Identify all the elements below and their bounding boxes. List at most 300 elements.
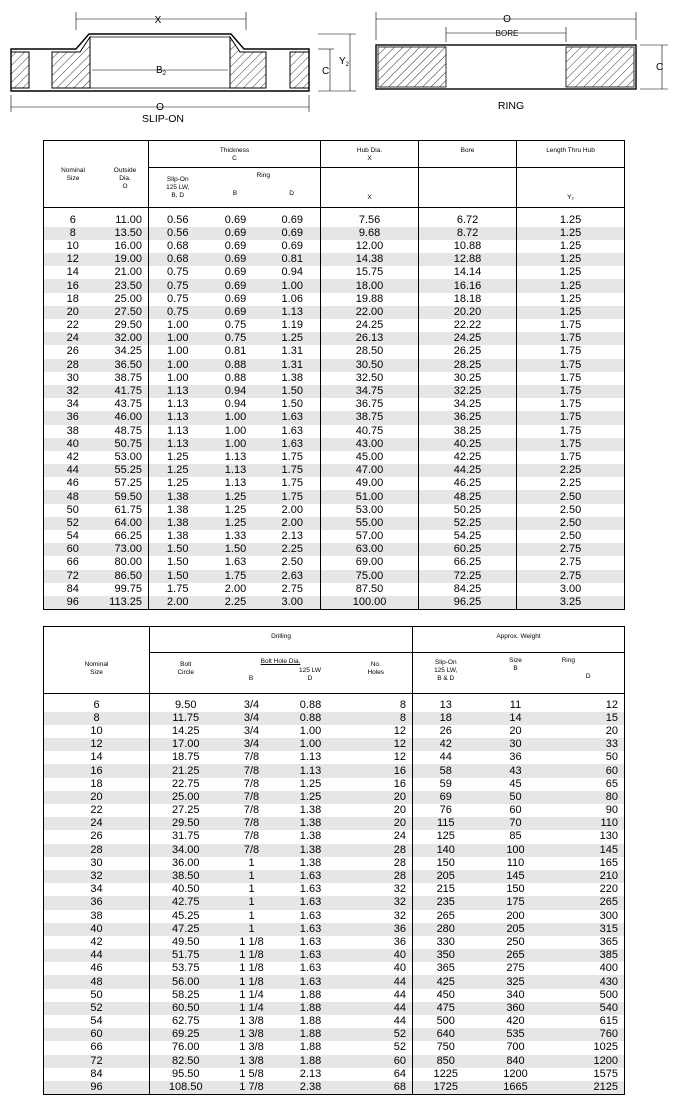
- outside-dia-cell: 21.00: [114, 266, 142, 279]
- no-holes-cell: 24: [393, 830, 406, 843]
- hub-dia-cell: 47.00: [321, 464, 419, 477]
- ring-weight-b-cell: 840: [479, 1055, 553, 1068]
- length-thru-hub-cell: 1.75: [517, 398, 625, 411]
- table-row: [44, 543, 625, 556]
- bolt-hole-b-cell: 1: [222, 896, 282, 909]
- ring-weight-d-cell: 300: [599, 909, 618, 922]
- bolt-hole-d-cell: 1.13: [282, 764, 340, 777]
- ring-thickness-b-cell: 0.94: [224, 398, 247, 411]
- bolt-hole-d-cell: 1.88: [299, 1015, 322, 1028]
- ring-thickness-b-cell: 1.63: [224, 556, 247, 569]
- bolt-hole-d-cell: 1.13: [299, 751, 322, 764]
- ring-weight-b-cell: 205: [479, 923, 553, 936]
- bolt-hole-b-cell: 1 1/8: [222, 975, 282, 988]
- bolt-hole-b-cell: 1 3/8: [222, 1055, 282, 1068]
- bore-cell: 24.25: [419, 332, 517, 345]
- bolt-hole-b-cell: 7/8: [243, 777, 260, 790]
- ring-weight-d-cell: 385: [553, 949, 625, 962]
- slip-on-weight-cell: 330: [413, 936, 479, 949]
- nominal-size-cell: 6: [69, 213, 76, 226]
- bolt-circle-cell: 27.25: [150, 804, 222, 817]
- ring-weight-b-cell: 30: [479, 738, 553, 751]
- table-row: [44, 1081, 625, 1095]
- bolt-circle-cell: 58.25: [150, 989, 222, 1002]
- nominal-size-cell: 26: [66, 345, 79, 358]
- length-thru-hub-cell: 1.25: [517, 214, 625, 227]
- hub-dia-cell: 75.00: [321, 570, 419, 583]
- outside-dia-cell: 13.50: [102, 227, 149, 240]
- bore-cell: 26.25: [419, 345, 517, 358]
- hub-dia-cell: 30.50: [321, 359, 419, 372]
- length-thru-hub-cell: 1.75: [517, 385, 625, 398]
- ring-d-weight-header: Ring D: [561, 657, 591, 680]
- no-holes-cell: 32: [340, 896, 413, 909]
- nominal-size-cell: 50: [66, 503, 79, 516]
- outside-dia-cell: 29.50: [114, 319, 142, 332]
- slip-on-thickness-cell: 0.68: [149, 253, 207, 266]
- hub-x-header: X: [321, 168, 419, 207]
- nominal-size-cell: 46: [66, 477, 79, 490]
- bolt-circle-cell: 82.50: [150, 1055, 222, 1068]
- slip-on-weight-cell: 115: [413, 817, 479, 830]
- nominal-size-cell: 40: [44, 923, 150, 936]
- nominal-size-cell: 42: [90, 935, 103, 948]
- ring-weight-d-cell: 90: [605, 804, 618, 817]
- outside-dia-cell: 38.75: [114, 371, 142, 384]
- bore-cell: 18.18: [419, 293, 517, 306]
- bolt-hole-b-cell: 1 1/4: [239, 988, 264, 1001]
- table-row: [44, 910, 625, 923]
- no-holes-cell: 12: [340, 738, 413, 751]
- bolt-hole-b-cell: 3/4: [222, 712, 282, 725]
- hub-dia-cell: 15.75: [321, 266, 419, 279]
- slip-on-c-label: C: [322, 66, 330, 77]
- drilling-weight-table: [43, 626, 625, 1095]
- slip-on-thickness-cell: 0.68: [149, 240, 207, 253]
- no-holes-cell: 8: [340, 712, 413, 725]
- bolt-circle-cell: 9.50: [150, 699, 222, 712]
- nominal-size-cell: 8: [44, 227, 102, 240]
- ring-weight-d-cell: 165: [599, 856, 618, 869]
- nominal-size-header-2: Nominal Size: [84, 661, 109, 676]
- approx-weight-header: Approx. Weight: [413, 627, 625, 653]
- ring-thickness-d-cell: 0.69: [281, 213, 303, 226]
- slip-on-weight-cell: 140: [413, 844, 479, 857]
- slip-on-thickness-cell: 1.13: [149, 425, 207, 438]
- slip-on-thickness-cell: 1.25: [149, 451, 207, 464]
- nominal-size-cell: 44: [44, 949, 150, 962]
- ring-weight-d-cell: 760: [553, 1028, 625, 1041]
- bolt-circle-cell: 62.75: [150, 1015, 222, 1028]
- bolt-hole-d-cell: 0.88: [299, 698, 322, 711]
- ring-b-header: B: [232, 190, 238, 197]
- ring-weight-d-cell: 400: [599, 962, 618, 975]
- outside-dia-cell: 57.25: [114, 477, 142, 490]
- nominal-size-cell: 16: [44, 764, 150, 777]
- ring-thickness-b-cell: 0.75: [207, 332, 265, 345]
- slip-on-weight-cell: 44: [413, 751, 479, 764]
- length-thru-hub-header: Length Thru Hub: [517, 141, 625, 168]
- ring-weight-d-cell: 265: [553, 896, 625, 909]
- outside-dia-cell: 11.00: [115, 213, 142, 226]
- table-row: [44, 923, 625, 936]
- no-holes-cell: 64: [393, 1067, 406, 1080]
- nominal-size-cell: 18: [90, 777, 103, 790]
- outside-dia-cell: 27.50: [102, 306, 149, 319]
- outside-dia-cell: 36.50: [102, 359, 149, 372]
- no-holes-cell: 32: [393, 883, 406, 896]
- outside-dia-cell: 59.50: [102, 490, 149, 503]
- ring-thickness-b-cell: 0.69: [224, 239, 247, 252]
- slip-on-weight-cell: 265: [413, 910, 479, 923]
- slip-on-thickness-cell: 1.38: [149, 490, 207, 503]
- bolt-hole-d-cell: 1.63: [282, 923, 340, 936]
- table-row: [44, 830, 625, 843]
- outside-dia-cell: 55.25: [102, 464, 149, 477]
- bore-cell: 10.88: [419, 240, 517, 253]
- outside-dia-cell: 34.25: [114, 345, 142, 358]
- bolt-hole-d-cell: 1.63: [282, 896, 340, 909]
- slip-on-weight-cell: 750: [413, 1041, 479, 1054]
- ring-weight-b-cell: 200: [506, 909, 525, 922]
- bolt-circle-cell: 29.50: [150, 817, 222, 830]
- ring-thickness-d-cell: 1.25: [265, 332, 321, 345]
- table-row: [44, 319, 625, 332]
- ring-thickness-b-cell: 0.81: [224, 345, 247, 358]
- outside-dia-cell: 25.00: [114, 292, 142, 305]
- bolt-hole-dia-header: Bolt Hole Dia. 125 LW B D: [222, 653, 340, 693]
- bolt-hole-b-cell: 1: [248, 909, 255, 922]
- length-thru-hub-cell: 2.50: [517, 504, 625, 517]
- ring-weight-d-cell: 15: [553, 712, 625, 725]
- outside-dia-cell: 113.25: [102, 596, 149, 610]
- bolt-hole-d-cell: 1.38: [282, 844, 340, 857]
- nominal-size-cell: 20: [44, 306, 102, 319]
- bolt-hole-d-cell: 1.38: [282, 817, 340, 830]
- ring-weight-b-cell: 250: [506, 935, 525, 948]
- nominal-size-cell: 36: [44, 411, 102, 424]
- table-row: [44, 751, 625, 764]
- table-row: [44, 583, 625, 596]
- bolt-hole-b-cell: 3/4: [243, 698, 260, 711]
- slip-on-thickness-cell: 1.00: [149, 319, 207, 332]
- ring-thickness-b-cell: 1.13: [207, 464, 265, 477]
- bolt-hole-d-cell: 1.00: [282, 738, 340, 751]
- nominal-size-cell: 6: [93, 698, 100, 711]
- outside-dia-cell: 16.00: [114, 239, 142, 252]
- ring-caption: RING: [497, 100, 525, 112]
- nominal-size-cell: 32: [44, 870, 150, 883]
- ring-weight-d-cell: 130: [599, 830, 618, 843]
- no-holes-cell: 28: [340, 844, 413, 857]
- bolt-circle-cell: 60.50: [150, 1002, 222, 1015]
- table-row: [44, 817, 625, 830]
- bore-cell: 38.25: [419, 425, 517, 438]
- no-holes-cell: 52: [393, 1041, 406, 1054]
- length-thru-hub-cell: 1.25: [517, 240, 625, 253]
- bore-cell: 28.25: [419, 359, 517, 372]
- no-holes-cell: 16: [340, 764, 413, 777]
- table-row: [44, 240, 625, 253]
- ring-weight-d-cell: 315: [553, 923, 625, 936]
- no-holes-cell: 8: [399, 698, 406, 711]
- slip-on-weight-cell: 280: [413, 923, 479, 936]
- slip-on-thickness-cell: 1.00: [149, 372, 207, 385]
- slip-on-b2-label: $B_2$: [156, 65, 167, 77]
- bolt-hole-b-cell: 7/8: [243, 751, 260, 764]
- nominal-size-cell: 24: [44, 332, 102, 345]
- hub-dia-cell: 45.00: [321, 451, 419, 464]
- bolt-hole-d-cell: 1.63: [299, 962, 322, 975]
- no-holes-cell: 68: [340, 1081, 413, 1095]
- ring-thickness-b-cell: 2.25: [207, 596, 265, 610]
- nominal-size-cell: 34: [66, 398, 79, 411]
- bolt-hole-d-cell: 1.63: [282, 949, 340, 962]
- no-holes-cell: 20: [340, 817, 413, 830]
- ring-thickness-b-cell: 0.69: [207, 227, 265, 240]
- bolt-hole-d-cell: 1.25: [299, 777, 322, 790]
- ring-thickness-d-cell: 3.00: [265, 596, 321, 610]
- slip-on-weight-cell: 1725: [413, 1081, 479, 1095]
- thickness-header: Thickness C: [149, 141, 321, 168]
- ring-weight-b-cell: 36: [509, 751, 522, 764]
- ring-weight-d-cell: 365: [599, 935, 618, 948]
- slip-on-thickness-cell: 1.38: [149, 530, 207, 543]
- ring-weight-d-cell: 33: [553, 738, 625, 751]
- bh-b-header: B: [248, 675, 254, 682]
- bolt-hole-b-cell: 7/8: [222, 791, 282, 804]
- bore-cell: 34.25: [419, 398, 517, 411]
- bolt-hole-b-cell: 3/4: [243, 724, 260, 737]
- bolt-hole-d-cell: 1.38: [299, 856, 322, 869]
- length-thru-hub-cell: 2.50: [517, 530, 625, 543]
- bolt-circle-header: Bolt Circle: [150, 653, 222, 693]
- ring-thickness-b-cell: 1.13: [224, 477, 247, 490]
- slip-on-weight-cell: 26: [413, 725, 479, 738]
- ring-weight-b-cell: 535: [479, 1028, 553, 1041]
- table-row: [44, 227, 625, 240]
- slip-on-weight-header: Slip-On 125 LW, B & D: [413, 653, 479, 693]
- table-row: [44, 804, 625, 817]
- ring-weight-b-cell: 175: [479, 896, 553, 909]
- length-thru-hub-cell: 3.00: [517, 583, 625, 596]
- bore-cell: 50.25: [419, 504, 517, 517]
- bolt-hole-d-cell: 1.00: [299, 724, 322, 737]
- ring-thickness-b-cell: 0.69: [224, 213, 247, 226]
- outside-dia-cell: 99.75: [114, 582, 142, 595]
- slip-on-thickness-cell: 1.13: [149, 398, 207, 411]
- ring-weight-d-cell: 220: [599, 883, 618, 896]
- ring-thickness-b-cell: 1.13: [224, 450, 247, 463]
- ring-thickness-d-cell: 2.50: [281, 556, 303, 569]
- bore-cell: 8.72: [419, 227, 517, 240]
- ring-thickness-d-cell: 1.13: [265, 306, 321, 319]
- nominal-size-cell: 72: [44, 570, 102, 583]
- table-row: [44, 844, 625, 857]
- ring-size-header: Size B: [509, 657, 522, 672]
- table-row: [44, 1068, 625, 1081]
- ring-thickness-b-cell: 1.00: [207, 411, 265, 424]
- bolt-circle-cell: 42.75: [150, 896, 222, 909]
- table-row: [44, 279, 625, 292]
- table-row: [44, 556, 625, 569]
- no-holes-cell: 60: [340, 1055, 413, 1068]
- table-row: [44, 1041, 625, 1054]
- length-thru-hub-cell: 1.25: [517, 253, 625, 266]
- slip-on-weight-cell: 13: [413, 699, 479, 712]
- slip-on-thickness-cell: 1.00: [149, 332, 207, 345]
- bolt-hole-d-cell: 1.88: [282, 1002, 340, 1015]
- nominal-size-cell: 34: [90, 883, 103, 896]
- ring-thickness-d-cell: 1.75: [265, 464, 321, 477]
- slip-on-o-label: O: [156, 102, 164, 113]
- outside-dia-cell: 32.00: [102, 332, 149, 345]
- nominal-size-cell: 50: [90, 988, 103, 1001]
- bore-cell: 46.25: [419, 477, 517, 490]
- slip-on-thickness-cell: 0.75: [149, 293, 207, 306]
- slip-on-weight-cell: 69: [413, 791, 479, 804]
- bore-cell: 14.14: [419, 266, 517, 279]
- bolt-circle-cell: 45.25: [150, 910, 222, 923]
- length-thru-hub-cell: 1.75: [517, 319, 625, 332]
- ring-d-header: D: [289, 190, 294, 197]
- bore-cell: 12.88: [419, 253, 517, 266]
- ring-thickness-d-cell: 1.63: [265, 438, 321, 451]
- hub-dia-cell: 26.13: [321, 332, 419, 345]
- hub-dia-cell: 18.00: [321, 279, 419, 292]
- outside-dia-cell: 46.00: [102, 411, 149, 424]
- bolt-circle-cell: 49.50: [150, 936, 222, 949]
- ring-weight-b-cell: 45: [509, 777, 522, 790]
- bolt-hole-d-cell: 1.38: [299, 804, 322, 817]
- length-thru-hub-cell: 1.75: [517, 332, 625, 345]
- length-thru-hub-cell: 2.75: [517, 556, 625, 569]
- slip-on-thickness-cell: 1.38: [149, 504, 207, 517]
- slip-on-thickness-cell: 2.00: [149, 596, 207, 610]
- ring-weight-d-cell: 145: [553, 844, 625, 857]
- nominal-size-cell: 26: [90, 830, 103, 843]
- bolt-hole-b-cell: 1 1/8: [222, 949, 282, 962]
- ring-thickness-d-cell: 0.94: [281, 266, 303, 279]
- slip-on-weight-cell: 350: [413, 949, 479, 962]
- slip-on-weight-cell: 450: [413, 989, 479, 1002]
- nominal-size-cell: 22: [90, 804, 103, 817]
- ring-thickness-d-cell: 1.75: [281, 477, 303, 490]
- bolt-circle-cell: 34.00: [150, 844, 222, 857]
- table-row: [44, 359, 625, 372]
- nominal-size-cell: 24: [44, 817, 150, 830]
- ring-weight-b-cell: 150: [506, 883, 525, 896]
- no-holes-cell: 12: [393, 751, 406, 764]
- ring-weight-d-cell: 20: [605, 724, 618, 737]
- bore-cell: 54.25: [419, 530, 517, 543]
- bolt-hole-b-cell: 7/8: [222, 764, 282, 777]
- bolt-hole-b-cell: 1: [222, 870, 282, 883]
- bolt-hole-b-cell: 7/8: [243, 804, 260, 817]
- ring-thickness-d-cell: 2.00: [281, 503, 303, 516]
- slip-on-x-label: X: [154, 15, 162, 26]
- table-row: [44, 725, 625, 738]
- table-row: [44, 570, 625, 583]
- bore-header: Bore: [419, 141, 517, 168]
- table-row: [44, 596, 625, 610]
- hub-dia-cell: 19.88: [321, 293, 419, 306]
- table-row: [44, 712, 625, 725]
- length-thru-hub-cell: 2.50: [517, 490, 625, 503]
- nominal-size-cell: 96: [44, 1081, 150, 1095]
- nominal-size-cell: 60: [44, 1028, 150, 1041]
- ring-thickness-d-cell: 1.50: [265, 385, 321, 398]
- ring-weight-b-cell: 70: [479, 817, 553, 830]
- ring-weight-d-cell: 1575: [593, 1067, 618, 1080]
- nominal-size-cell: 16: [44, 279, 102, 292]
- nominal-size-cell: 14: [90, 751, 103, 764]
- nominal-size-cell: 32: [44, 385, 102, 398]
- bolt-circle-cell: 56.00: [150, 975, 222, 988]
- ring-weight-b-cell: 360: [479, 1002, 553, 1015]
- slip-on-thickness-cell: 1.13: [149, 411, 207, 424]
- slip-on-weight-cell: 18: [413, 712, 479, 725]
- nominal-size-cell: 84: [66, 582, 79, 595]
- bolt-hole-d-cell: 1.63: [299, 909, 322, 922]
- nominal-size-cell: 52: [44, 1002, 150, 1015]
- length-thru-hub-cell: 1.75: [517, 411, 625, 424]
- table-row: [44, 1055, 625, 1068]
- bore-cell: 96.25: [419, 596, 517, 610]
- bore-cell: 66.25: [419, 556, 517, 569]
- ring-thickness-b-cell: 0.69: [224, 266, 247, 279]
- outside-dia-cell: 66.25: [114, 530, 142, 543]
- table-row: [44, 398, 625, 411]
- length-thru-hub-cell: 1.25: [517, 227, 625, 240]
- ring-thickness-d-cell: 1.75: [265, 490, 321, 503]
- slip-on-thickness-cell: 1.13: [149, 385, 207, 398]
- bolt-hole-d-cell: 1.38: [299, 830, 322, 843]
- ring-weight-d-cell: 12: [605, 698, 618, 711]
- bh-d-header: D: [307, 675, 313, 682]
- nominal-size-cell: 30: [66, 371, 79, 384]
- slip-on-weight-cell: 850: [413, 1055, 479, 1068]
- table-row: [44, 949, 625, 962]
- ring-weight-d-cell: 50: [605, 751, 618, 764]
- table-row: [44, 936, 625, 949]
- length-thru-hub-cell: 2.25: [517, 477, 625, 490]
- bolt-hole-b-cell: 1: [248, 883, 255, 896]
- bore-cell: 32.25: [419, 385, 517, 398]
- ring-thickness-d-cell: 2.63: [265, 570, 321, 583]
- bolt-circle-cell: 11.75: [150, 712, 222, 725]
- table-row: [44, 764, 625, 777]
- length-thru-hub-cell: 1.25: [517, 266, 625, 279]
- bore-cell: 72.25: [419, 570, 517, 583]
- bolt-hole-b-cell: 1 5/8: [239, 1067, 264, 1080]
- slip-on-weight-cell: 500: [413, 1015, 479, 1028]
- bolt-circle-cell: 22.75: [150, 778, 222, 791]
- nominal-size-cell: 38: [66, 424, 79, 437]
- no-holes-header: No. Holes: [367, 661, 385, 676]
- ring-weight-d-cell: 430: [553, 975, 625, 988]
- nominal-size-cell: 60: [44, 543, 102, 556]
- ring-thickness-b-cell: 0.75: [224, 319, 247, 332]
- slip-on-thickness-cell: 0.75: [149, 306, 207, 319]
- length-thru-hub-cell: 1.75: [517, 425, 625, 438]
- hub-dia-header: Hub Dia. X: [321, 141, 419, 168]
- ring-weight-d-cell: 500: [599, 988, 618, 1001]
- ring-thickness-d-cell: 0.69: [281, 239, 303, 252]
- table-row: [44, 451, 625, 464]
- ring-thickness-b-cell: 0.94: [207, 385, 265, 398]
- bolt-hole-b-cell: 1 3/8: [222, 1028, 282, 1041]
